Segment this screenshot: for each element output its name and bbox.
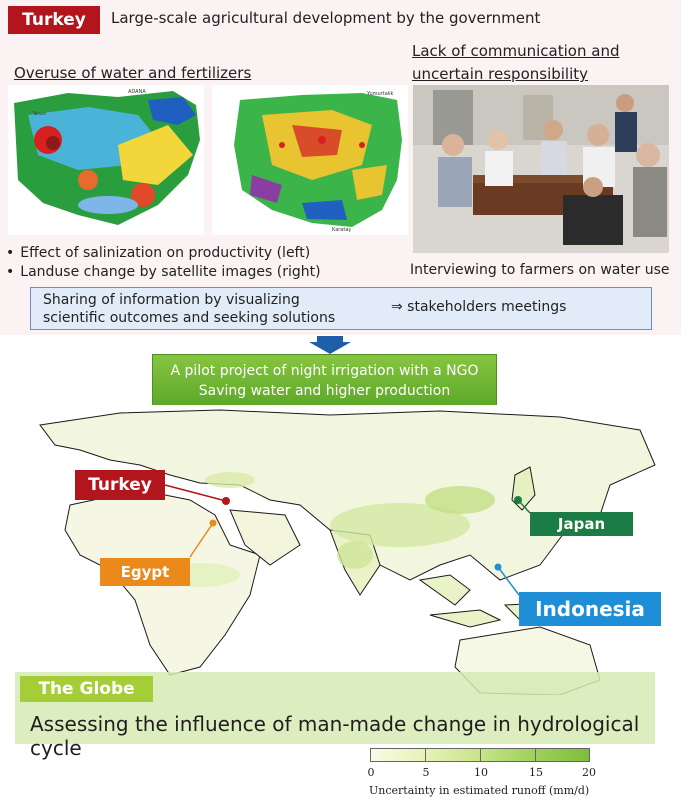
left-subheading: Overuse of water and fertilizers <box>14 64 252 82</box>
adana-label: ADANA <box>128 89 146 95</box>
globe-tag: The Globe <box>20 676 153 702</box>
right-subheading: Lack of communication and uncertain responsibility <box>412 42 620 83</box>
colorbar-tick: 15 <box>529 766 543 779</box>
photo-caption: Interviewing to farmers on water use <box>410 262 670 278</box>
colorbar-tick: 20 <box>582 766 596 779</box>
salinity-map <box>8 85 204 235</box>
colorbar-label: Uncertainty in estimated runoff (mm/d) <box>369 784 590 797</box>
bullet-salinization: • Effect of salinization on productivity (left) <box>6 244 321 263</box>
info-left-text: Sharing of information by visualizing scientific outcomes and seeking solutions <box>43 292 336 326</box>
tarsus-label: Tarsus <box>33 111 46 116</box>
japan-map-label: Japan <box>530 512 633 536</box>
yumurtalik-label: Yumurtalık <box>367 91 394 97</box>
turkey-bullets <box>6 244 321 282</box>
colorbar-tick: 5 <box>422 766 430 779</box>
turkey-heading: Large-scale agricultural development by the government <box>111 9 541 27</box>
colorbar-tick: 0 <box>367 766 375 779</box>
bullet-landuse: • Landuse change by satellite images (right) <box>6 263 321 282</box>
colorbar-divider <box>425 748 426 762</box>
colorbar-divider <box>480 748 481 762</box>
colorbar-divider <box>535 748 536 762</box>
info-sharing-box <box>30 287 652 330</box>
egypt-map-label: Egypt <box>100 558 190 586</box>
turkey-tag: Turkey <box>8 6 100 34</box>
turkey-map-label: Turkey <box>75 470 165 500</box>
globe-statement: Assessing the influence of man-made change in hydrological cycle <box>30 712 640 760</box>
indonesia-map-label: Indonesia <box>519 592 661 626</box>
world-runoff-map <box>0 405 681 695</box>
stakeholders-text: ⇒ stakeholders meetings <box>391 299 567 315</box>
colorbar-tick: 10 <box>474 766 488 779</box>
pilot-project-box: A pilot project of night irrigation with a NGO Saving water and higher production <box>152 354 497 406</box>
karatas-label: Karataş <box>332 227 352 233</box>
down-arrow-icon <box>309 336 351 354</box>
farmers-meeting-photo <box>413 85 669 253</box>
landuse-map <box>212 85 408 235</box>
